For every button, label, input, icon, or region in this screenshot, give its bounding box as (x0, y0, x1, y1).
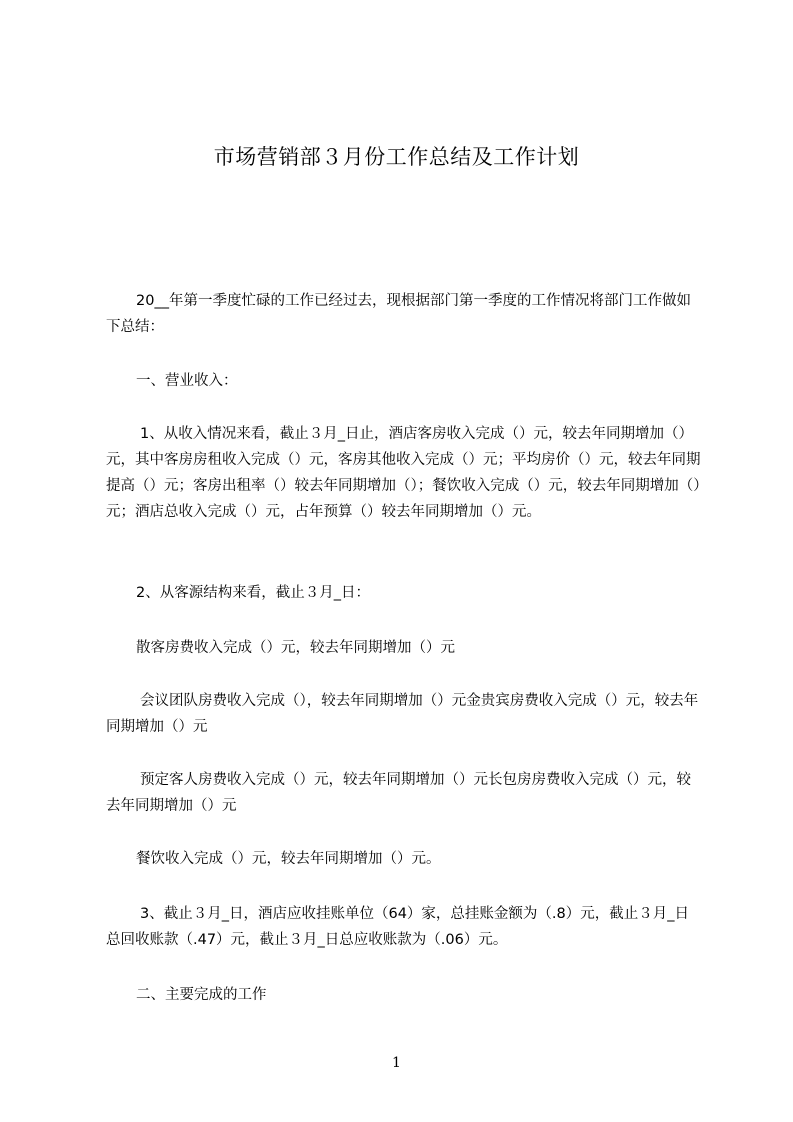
revenue-item-1: 1、从收入情况来看，截止３月_日止，酒店客房收入完成（）元，较去年同期增加（）元，其中客房房租收入完成（）元，客房其他收入完成（）元；平均房价（）元，较去年同期提高（）元；客房出租率（）较去年同期增加（）；餐饮收入完成（）元，较去年同期增加（）元；酒店总收入完成（）元，占年预算（）较去年同期增加（）元。 (106, 426, 701, 520)
reserved-revenue-paragraph: 预定客人房费收入完成（）元，较去年同期增加（）元长包房房费收入完成（）元，较去年同期增加（）元 (106, 772, 691, 814)
receivables-item-3: 3、截止３月_日，酒店应收挂账单位（64）家，总挂账金额为（.8）元，截止３月_日总回收账款（.47）元，截止３月_日总应收账款为（.06）元。 (106, 906, 690, 948)
section-heading-revenue: 一、营业收入： (136, 373, 238, 389)
page-number: 1 (392, 1055, 401, 1071)
section-heading-main-work: 二、主要完成的工作 (136, 987, 267, 1003)
catering-revenue-line: 餐饮收入完成（）元，较去年同期增加（）元。 (136, 851, 441, 867)
intro-paragraph: 20__年第一季度忙碌的工作已经过去，现根据部门第一季度的工作情况将部门工作做如下总结： (106, 293, 691, 335)
group-revenue-paragraph: 会议团队房费收入完成（），较去年同期增加（）元金贵宾房费收入完成（）元，较去年同期增加（）元 (106, 693, 699, 735)
page-title: 市场营销部３月份工作总结及工作计划 (213, 145, 580, 169)
revenue-item-2: 2、从客源结构来看，截止３月_日： (136, 585, 370, 601)
walkin-revenue-line: 散客房费收入完成（）元，较去年同期增加（）元 (136, 640, 455, 656)
